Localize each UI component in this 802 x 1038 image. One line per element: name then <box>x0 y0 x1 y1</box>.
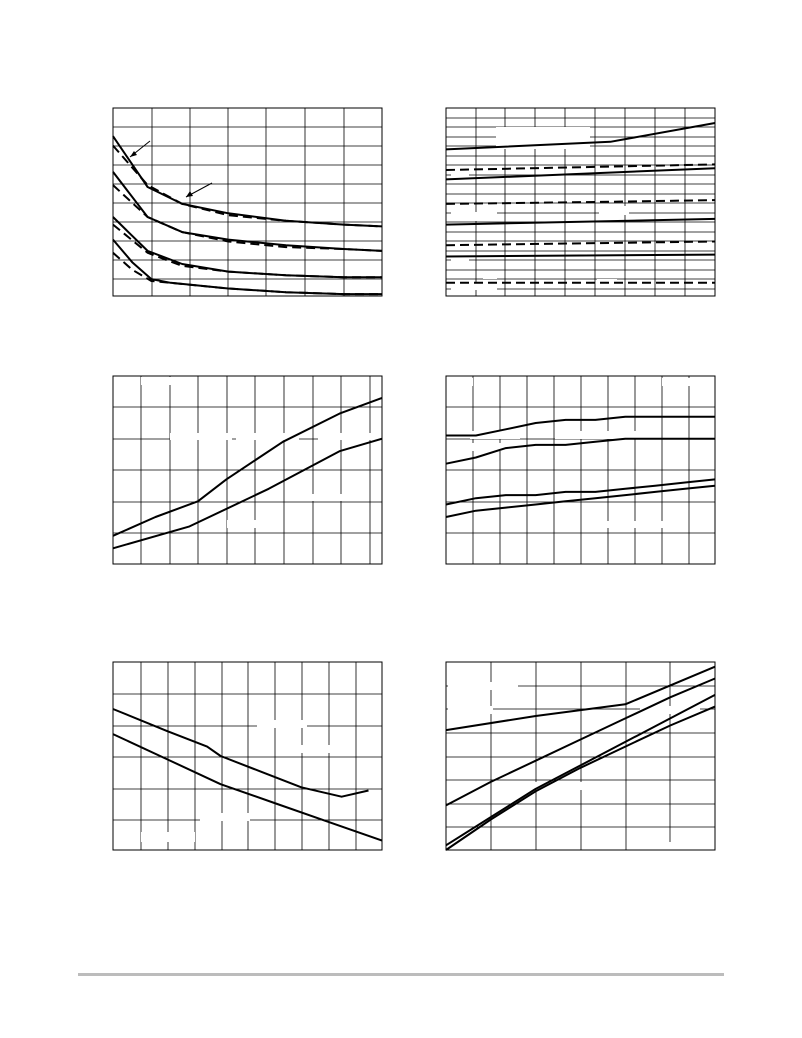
blank-label-area <box>662 378 697 386</box>
series-line-2 <box>113 734 382 841</box>
blank-label-area <box>483 271 497 279</box>
footer-rule <box>78 973 724 976</box>
blank-label-area <box>451 257 469 265</box>
blank-label-area <box>448 378 473 386</box>
chart-6 <box>446 662 715 850</box>
series-line-1 <box>113 398 382 536</box>
blank-label-area <box>448 706 493 714</box>
chart-3 <box>113 376 382 564</box>
blank-label-area <box>141 832 195 842</box>
blank-label-area <box>451 212 497 221</box>
series-line-2 <box>113 439 382 549</box>
blank-label-area <box>318 433 382 440</box>
blank-label-area <box>585 521 685 528</box>
series-line-6 <box>113 225 382 278</box>
chart-5 <box>113 662 382 850</box>
series-line-2 <box>446 439 715 464</box>
series-line-6 <box>446 242 715 246</box>
blank-label-area <box>520 782 595 790</box>
blank-label-area <box>227 520 267 528</box>
chart-1 <box>113 108 382 296</box>
blank-label-area <box>200 813 250 821</box>
blank-label-area <box>290 745 335 753</box>
plot-frame <box>113 662 382 850</box>
chart-2 <box>446 108 715 296</box>
series-line-7 <box>113 240 382 295</box>
series-line-1 <box>446 667 715 730</box>
blank-label-area <box>298 494 343 501</box>
chart-4 <box>446 376 715 564</box>
series-line-7 <box>446 255 715 257</box>
blank-label-area <box>460 195 474 202</box>
blank-label-area <box>640 842 700 850</box>
blank-label-area <box>599 206 629 215</box>
series-line-1 <box>113 136 382 226</box>
blank-label-area <box>448 682 518 690</box>
blank-label-area <box>170 433 232 440</box>
series-line-2 <box>113 146 382 227</box>
plot-frame <box>113 108 382 296</box>
series-line-3 <box>446 168 715 179</box>
series-line-4 <box>446 486 715 517</box>
blank-label-area <box>141 377 197 385</box>
series-line-5 <box>113 217 382 277</box>
series-line-4 <box>446 707 715 850</box>
blank-label-area <box>257 720 307 728</box>
